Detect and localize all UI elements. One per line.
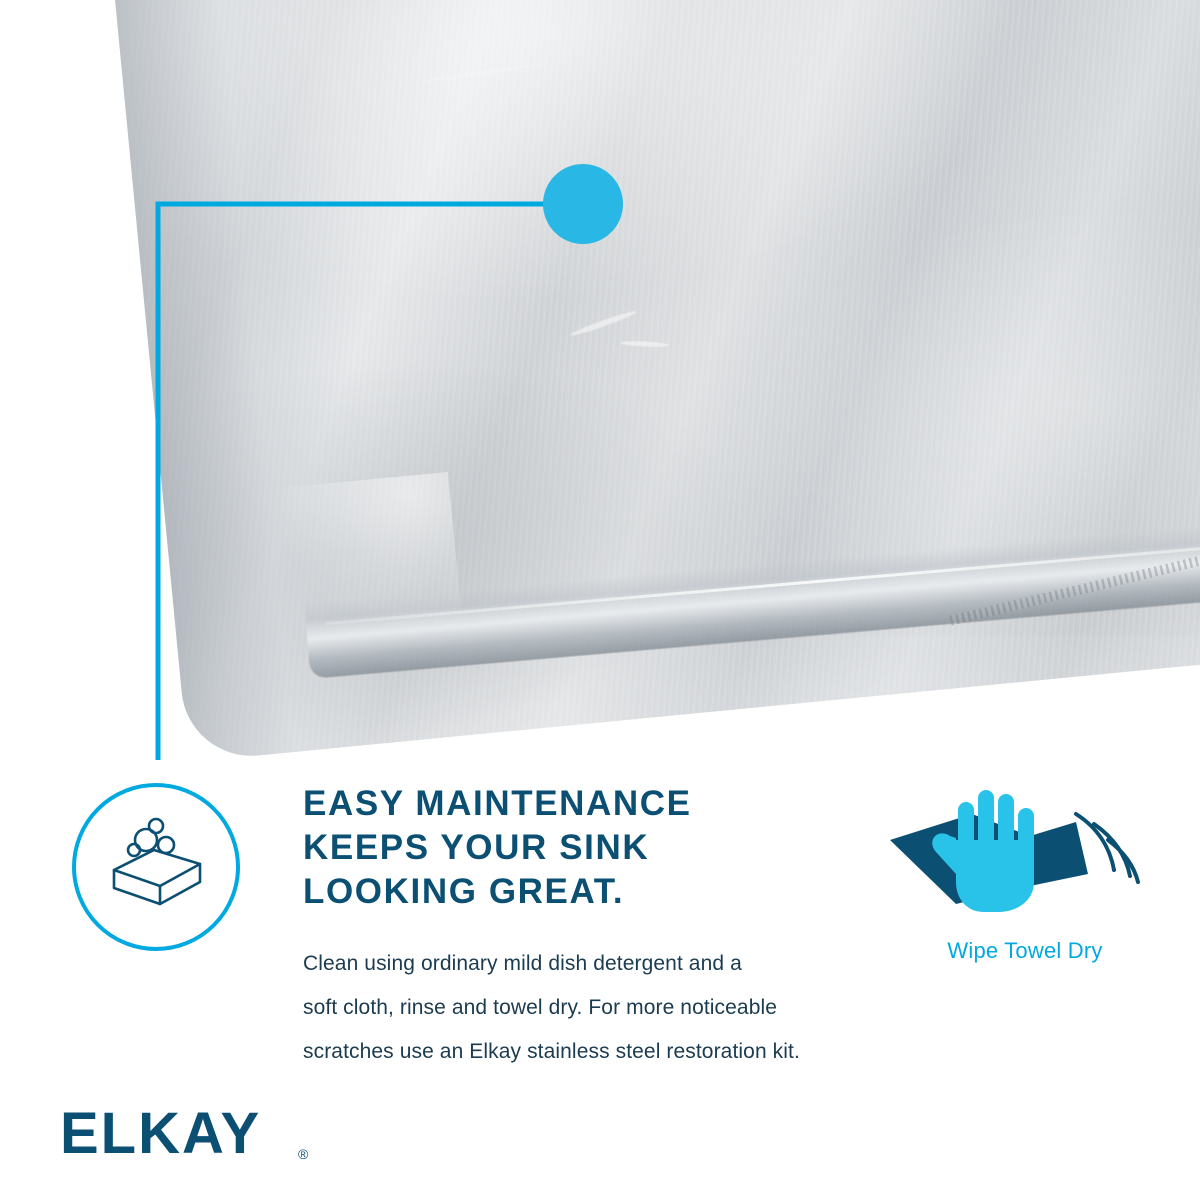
hand-wiping-with-cloth-icon bbox=[880, 778, 1170, 938]
elkay-wordmark bbox=[60, 1101, 360, 1171]
elkay-logo-text: ELKAY bbox=[60, 1101, 262, 1166]
page-title bbox=[303, 782, 863, 914]
sink-basin bbox=[96, 0, 1200, 760]
body-line-1: Clean using ordinary mild dish detergent and a bbox=[303, 952, 742, 975]
body-copy bbox=[303, 942, 903, 1074]
headline-line-2: KEEPS YOUR SINK bbox=[303, 828, 650, 867]
content-section bbox=[0, 760, 1200, 1200]
registered-mark: ® bbox=[298, 1146, 309, 1162]
body-line-3: scratches use an Elkay stainless steel restoration kit. bbox=[303, 1040, 800, 1063]
body-line-2: soft cloth, rinse and towel dry. For more noticeable bbox=[303, 996, 778, 1019]
elkay-logo bbox=[60, 1101, 320, 1166]
headline-line-3: LOOKING GREAT. bbox=[303, 872, 625, 911]
sponge-with-suds-icon bbox=[96, 812, 216, 922]
wipe-towel-dry-caption: Wipe Towel Dry bbox=[947, 938, 1103, 963]
wipe-towel-dry-illustration bbox=[880, 778, 1170, 998]
headline-line-1: EASY MAINTENANCE bbox=[303, 784, 692, 823]
sponge-badge bbox=[72, 783, 240, 951]
